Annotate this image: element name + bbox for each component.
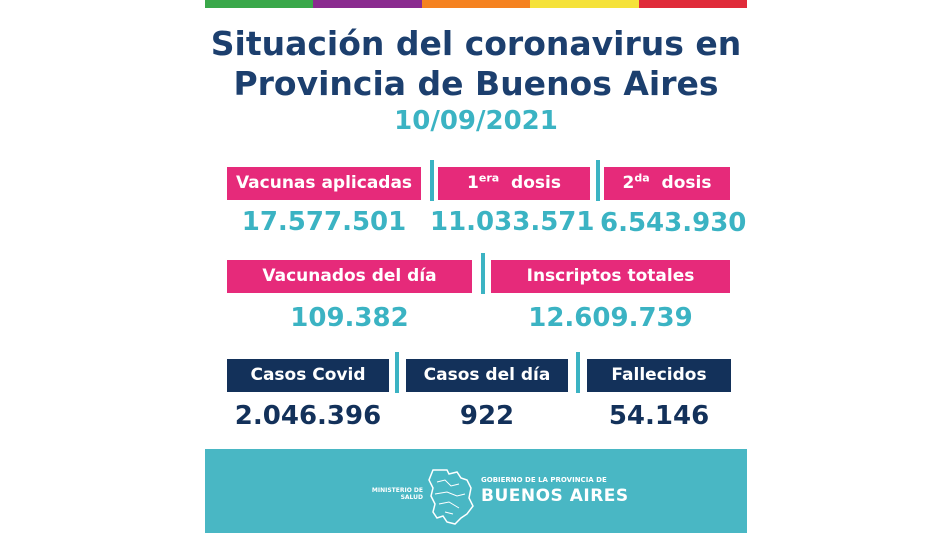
- covid-cases-value: 2.046.396: [234, 401, 382, 431]
- registered-total-value: 12.609.739: [528, 303, 693, 333]
- second-dose-sup: da: [634, 171, 650, 185]
- stripe-yellow: [530, 0, 638, 8]
- separator: [481, 253, 485, 294]
- vaccinated-today-value: 109.382: [290, 303, 409, 333]
- ministry-line-2: SALUD: [400, 494, 423, 501]
- stripe-red: [639, 0, 747, 8]
- vaccines-applied-label: Vacunas aplicadas: [227, 167, 421, 200]
- title-line-2: Provincia de Buenos Aires: [233, 64, 719, 103]
- daily-cases-label: Casos del día: [406, 359, 568, 392]
- first-dose-label: [438, 167, 590, 200]
- first-dose-suffix: dosis: [511, 173, 561, 193]
- province-map-icon: [427, 468, 475, 526]
- stripe-orange: [422, 0, 530, 8]
- first-dose-prefix: 1: [467, 173, 479, 193]
- footer-bar: [205, 449, 747, 533]
- covid-cases-label: Casos Covid: [227, 359, 389, 392]
- color-stripe-bar: [205, 0, 747, 8]
- vaccinated-today-label: Vacunados del día: [227, 260, 472, 293]
- stripe-purple: [313, 0, 421, 8]
- second-dose-label: [604, 167, 730, 200]
- second-dose-suffix: dosis: [661, 173, 712, 193]
- separator: [576, 352, 580, 393]
- stripe-green: [205, 0, 313, 8]
- title-line-1: Situación del coronavirus en: [210, 24, 742, 63]
- registered-total-label: Inscriptos totales: [491, 260, 730, 293]
- second-dose-prefix: 2: [622, 173, 635, 193]
- ministry-line-1: MINISTERIO DE: [371, 487, 423, 494]
- separator: [430, 160, 434, 201]
- province-name: BUENOS AIRES: [481, 486, 629, 506]
- infographic-card: [205, 0, 747, 533]
- second-dose-value: 6.543.930: [600, 208, 747, 238]
- government-label: GOBIERNO DE LA PROVINCIA DE: [481, 476, 607, 484]
- vaccines-applied-value: 17.577.501: [241, 207, 407, 237]
- ministry-label: [355, 487, 423, 501]
- deaths-value: 54.146: [608, 401, 710, 431]
- daily-cases-value: 922: [459, 401, 515, 431]
- deaths-label: Fallecidos: [587, 359, 731, 392]
- separator: [395, 352, 399, 393]
- separator: [596, 160, 600, 201]
- first-dose-value: 11.033.571: [430, 207, 595, 237]
- report-date: 10/09/2021: [394, 106, 558, 136]
- first-dose-sup: era: [478, 171, 500, 185]
